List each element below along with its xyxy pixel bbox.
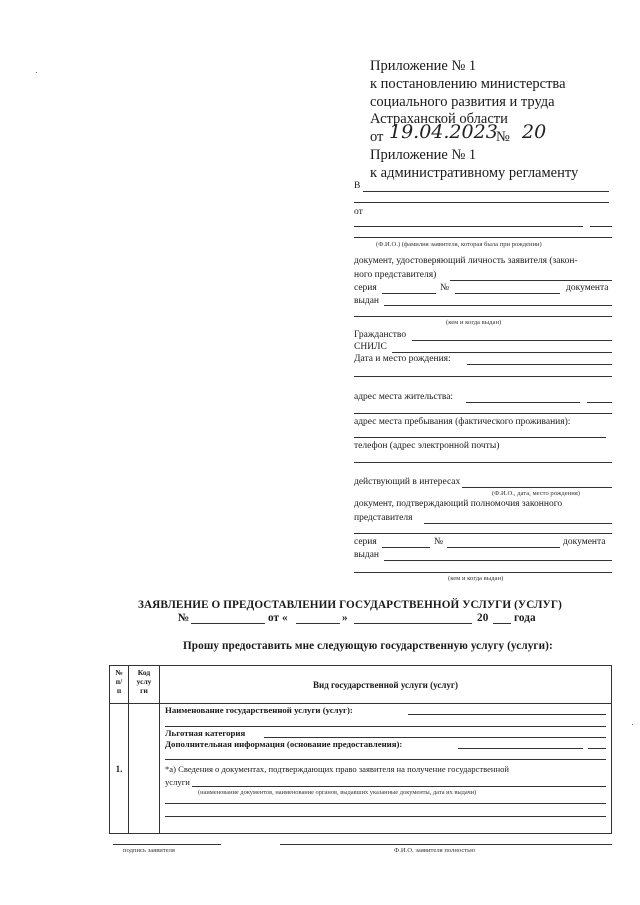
statement-year-prefix: 20: [477, 612, 489, 624]
header-line: к административному регламенту: [370, 165, 579, 181]
signature-label: подпись заявителя: [123, 847, 175, 854]
handwritten-date: 19.04.2023: [389, 121, 498, 143]
col-code-header: Код услу ги: [129, 666, 160, 704]
fio-hint: (Ф.И.О.) (фамилия заявителя, которая была при рождении): [376, 241, 542, 248]
doc-label: ного представителя): [354, 270, 437, 280]
header-line: Приложение № 1: [370, 147, 477, 163]
scan-speck: [36, 72, 37, 73]
issued-hint: (кем и когда выдан): [446, 319, 502, 326]
statement-no-label: №: [178, 612, 190, 624]
doc-label: документ, удостоверяющий личность заявителя (закон-: [354, 256, 578, 266]
issued-label: выдан: [354, 296, 380, 306]
from-label: от: [354, 207, 363, 217]
statement-from-label: от «: [268, 612, 288, 624]
document2-label: документа: [563, 537, 606, 547]
document-label: документа: [566, 283, 609, 293]
number-label: №: [496, 129, 510, 145]
handwritten-number: 20: [522, 121, 547, 143]
header-line: к постановлению министерства: [370, 76, 566, 92]
acting-hint: (Ф.И.О., дата, место рождения): [492, 490, 580, 497]
docs-label: *а) Сведения о документах, подтверждающих право заявителя на получение государственной: [165, 764, 510, 774]
address-label: адрес места жительства:: [354, 392, 454, 402]
request-text: Прошу предоставить мне следующую государственную услугу (услуги):: [183, 640, 553, 652]
number-label: №: [440, 283, 450, 293]
docs-label-2: услуги: [165, 777, 190, 787]
row-code: [129, 704, 160, 834]
statement-year-suffix: года: [514, 612, 536, 624]
series2-label: серия: [354, 537, 377, 547]
services-table: [109, 665, 612, 834]
phone-label: телефон (адрес электронной почты): [354, 441, 500, 451]
number2-label: №: [434, 537, 444, 547]
statement-title: ЗАЯВЛЕНИЕ О ПРЕДОСТАВЛЕНИИ ГОСУДАРСТВЕННОЙ УСЛУГИ (УСЛУГ): [138, 599, 562, 611]
extra-info-label: Дополнительная информация (основание предоставления):: [165, 739, 403, 749]
date-prefix: от: [370, 129, 384, 145]
docs-hint: (наименование документов, наименование органов, выдавших указанные документы, дата их выдачи): [198, 789, 477, 796]
issued2-label: выдан: [354, 550, 380, 560]
service-name-label: Наименование государственной услуги (услуг):: [165, 705, 353, 715]
header-line: Приложение № 1: [370, 58, 477, 74]
birth-label: Дата и место рождения:: [354, 354, 451, 364]
stay-label: адрес места пребывания (фактического проживания):: [354, 417, 571, 427]
fio-label: Ф.И.О. заявителя полностью: [394, 847, 476, 854]
scan-speck: [632, 724, 633, 725]
to-label: В: [354, 181, 361, 191]
statement-quote: »: [342, 612, 348, 624]
issued2-hint: (кем и когда выдан): [448, 575, 504, 582]
acting-label: действующий в интересах: [354, 477, 461, 487]
col-number-header: № п/ п: [110, 666, 129, 704]
citizenship-label: Гражданство: [354, 330, 407, 340]
header-line: Астраханской области: [370, 111, 508, 127]
rep-doc-label: документ, подтверждающий полномочия законного: [354, 499, 563, 509]
benefit-label: Льготная категория: [165, 728, 246, 738]
rep-doc-label: представителя: [354, 513, 413, 523]
service-cell: [160, 704, 612, 834]
header-line: социального развития и труда: [370, 94, 555, 110]
snils-label: СНИЛС: [354, 342, 387, 352]
row-number: 1.: [110, 704, 129, 834]
series-label: серия: [354, 283, 377, 293]
col-service-header: Вид государственной услуги (услуг): [160, 666, 612, 704]
